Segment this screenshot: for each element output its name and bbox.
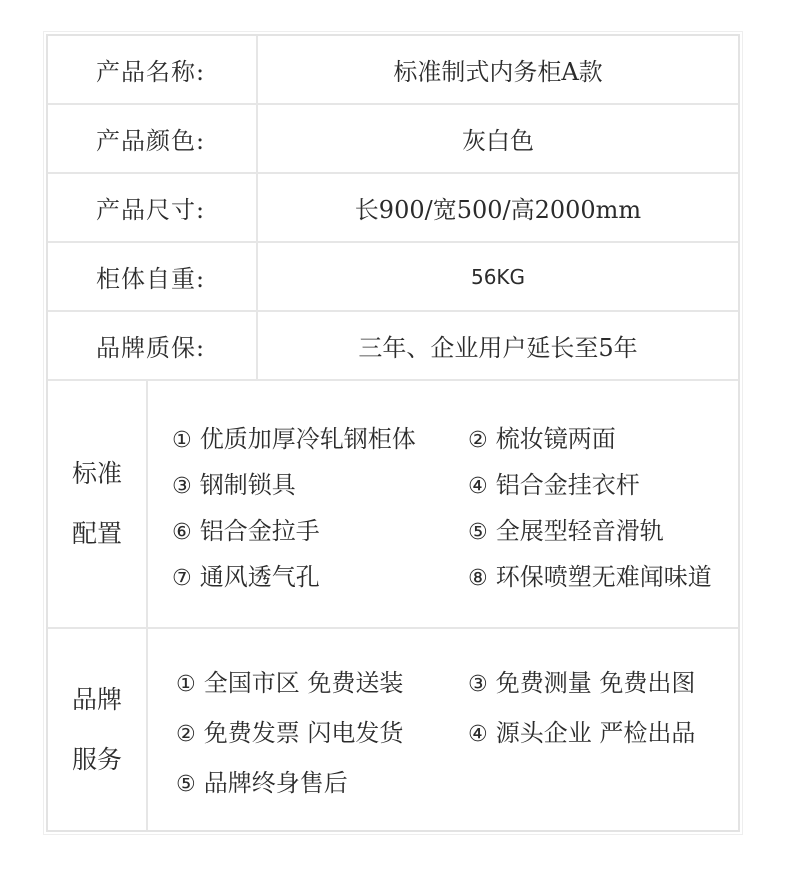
service-item-number: ⑤ (176, 772, 196, 797)
service-item-number: ② (176, 722, 196, 747)
config-item-number: ① (172, 428, 192, 453)
standard-config-label-line2: 配置 (71, 519, 122, 548)
service-item-number: ④ (468, 722, 488, 747)
service-item (176, 763, 348, 798)
config-item-number: ⑤ (468, 520, 488, 545)
spec-label-color: 产品颜色: (48, 105, 258, 172)
config-item-number: ⑥ (172, 520, 192, 545)
config-item (172, 511, 320, 546)
spec-value-weight: 56KG (470, 264, 526, 289)
spec-row-size (48, 174, 738, 243)
config-item-number: ⑦ (172, 566, 192, 591)
config-item-text: 环保喷塑无难闻味道 (495, 563, 712, 591)
config-item-number: ② (468, 428, 488, 453)
service-item-text: 全国市区 免费送装 (203, 669, 404, 697)
service-item-text: 品牌终身售后 (203, 769, 348, 797)
service-item (176, 713, 403, 748)
config-item (468, 419, 616, 454)
config-item-number: ③ (172, 474, 192, 499)
brand-service-items (148, 629, 738, 830)
config-item-text: 铝合金挂衣杆 (495, 471, 640, 499)
service-item (468, 713, 695, 748)
brand-service-label-line2: 服务 (71, 744, 122, 774)
brand-service-block (48, 629, 738, 830)
spec-row-name (48, 36, 738, 105)
config-item (468, 557, 712, 592)
service-item-text: 源头企业 严检出品 (495, 719, 696, 747)
service-item (468, 663, 695, 698)
service-item-number: ① (176, 672, 196, 697)
spec-row-warranty (48, 312, 738, 381)
config-item (172, 419, 416, 454)
config-item-text: 通风透气孔 (199, 563, 320, 591)
config-item (172, 557, 320, 592)
service-item-number: ③ (468, 672, 488, 697)
config-item-text: 钢制锁具 (199, 471, 296, 499)
config-item-text: 梳妆镜两面 (495, 425, 616, 453)
standard-config-items (148, 381, 738, 627)
spec-label-name: 产品名称: (48, 36, 258, 103)
spec-row-weight (48, 243, 738, 312)
config-item (468, 511, 664, 546)
spec-value-color: 灰白色 (462, 127, 534, 155)
standard-config-label (48, 381, 148, 627)
spec-label-warranty: 品牌质保: (48, 312, 258, 379)
standard-config-label-line1: 标准 (71, 459, 122, 488)
spec-value-name: 标准制式内务柜A款 (393, 58, 603, 86)
service-item (176, 663, 403, 698)
service-item-text: 免费测量 免费出图 (495, 669, 696, 697)
spec-value-size: 长900/宽500/高2000mm (354, 196, 642, 224)
config-item-text: 全展型轻音滑轨 (495, 517, 664, 545)
brand-service-label-line1: 品牌 (71, 684, 122, 714)
spec-label-size: 产品尺寸: (48, 174, 258, 241)
config-item (468, 465, 640, 500)
brand-service-label (48, 629, 148, 830)
product-spec-table (46, 34, 740, 832)
config-item-text: 铝合金拉手 (199, 517, 320, 545)
spec-row-color (48, 105, 738, 174)
config-item (172, 465, 296, 500)
config-item-number: ⑧ (468, 566, 488, 591)
spec-value-warranty: 三年、企业用户延长至5年 (358, 334, 638, 362)
spec-label-weight: 柜体自重: (48, 243, 258, 310)
standard-config-block (48, 381, 738, 629)
config-item-number: ④ (468, 474, 488, 499)
config-item-text: 优质加厚冷轧钢柜体 (199, 425, 416, 453)
service-item-text: 免费发票 闪电发货 (203, 719, 404, 747)
